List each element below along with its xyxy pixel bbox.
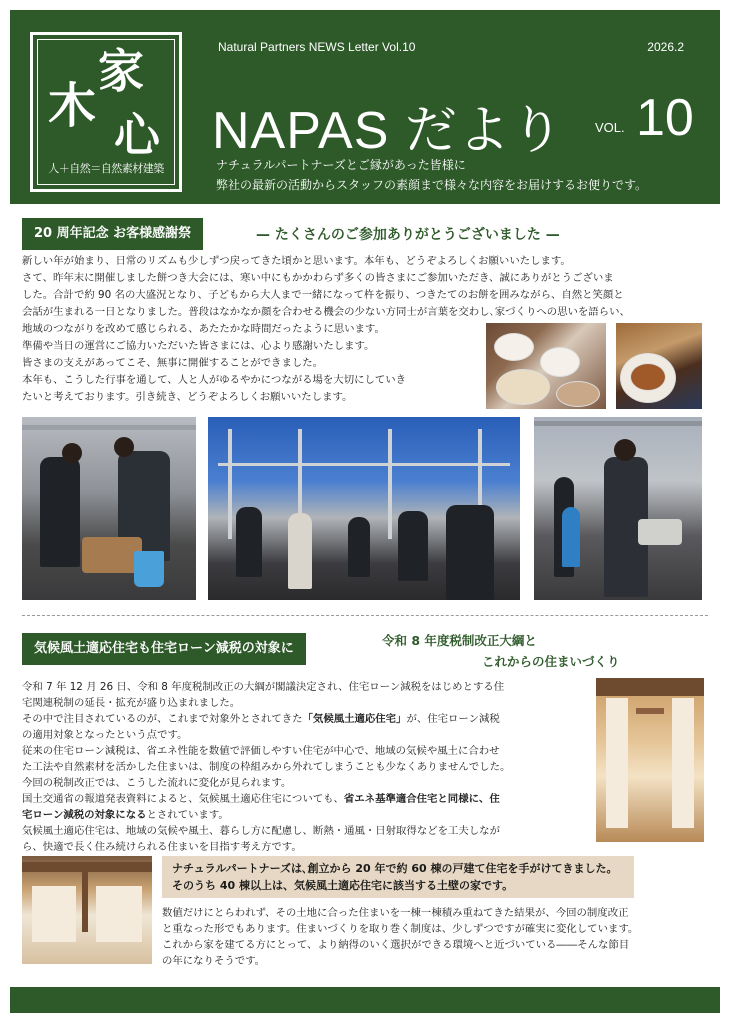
body-text-line: した。合計で約 90 名の大盛況となり、子どもから大人まで一緒になって杵を振り、つきたてのお餅を囲みながら、自然と笑顔と: [22, 289, 624, 301]
body-text-line: の適用対象となったという点です。: [22, 729, 188, 741]
photo-wall: [672, 698, 694, 828]
photo-wall: [606, 698, 628, 828]
intro-text: [216, 155, 647, 195]
photo-wall: [96, 886, 142, 942]
photo-mochi-pounding-1: [22, 417, 196, 600]
body-text-line: 気候風土適応住宅は、地域の気候や風土、暮らし方に配慮し、断熱・通風・日射取得などを工夫しなが: [22, 825, 500, 837]
photo-scaffold: [388, 429, 392, 539]
photo-person-head: [114, 437, 134, 457]
logo-kanji-left: 木: [48, 78, 97, 134]
photo-room-interior: [22, 856, 152, 964]
photo-mochi-pounding-2: [534, 417, 702, 600]
body-text-line: 令和 7 年 12 月 26 日、令和 8 年度税制改正の大綱が閣議決定され、住宅ローン減税をはじめとする住: [22, 681, 505, 693]
body-text-line: 従来の住宅ローン減税は、省エネ性能を数値で評価しやすい住宅が中心で、地域の気候や風土に合わせ: [22, 745, 500, 757]
intro-line: ナチュラルパートナーズとご縁があった皆様に: [216, 158, 466, 172]
callout-line: ナチュラルパートナーズは､創立から 20 年で約 60 棟の戸建て住宅を手がけてきました。: [172, 862, 618, 875]
body-text-line: [22, 807, 229, 824]
photo-zoni-soup: [616, 323, 702, 409]
photo-mortar: [82, 537, 142, 573]
callout-line: そのうち 40 棟以上は、気候風土適応住宅に該当する土壁の家です。: [172, 879, 514, 892]
photo-person: [288, 513, 312, 589]
photo-person: [40, 457, 80, 567]
photo-plate: [540, 347, 580, 377]
body-text-line: 皆さまの支えがあってこそ、無事に開催することができました。: [22, 357, 324, 369]
photo-hallway-interior: [596, 678, 704, 842]
photo-person-head: [614, 439, 636, 461]
photo-ceiling-beam: [636, 708, 664, 714]
photo-scaffold: [228, 429, 232, 539]
body-text-line: [22, 791, 500, 808]
photo-child: [562, 507, 580, 567]
company-logo: [30, 32, 182, 192]
intro-line: 弊社の最新の活動からスタッフの素顔まで様々な内容をお届けするお便りです。: [216, 178, 648, 192]
body-text-line: これから家を建てる方にとって、より納得のいく選択ができる環境へと近づいている――そんな節目: [162, 939, 630, 951]
text-span: が、住宅ローン減税: [406, 713, 500, 725]
logo-kanji-right: 心: [114, 108, 160, 162]
highlight-term: 宅ローン減税の対象になる: [22, 809, 147, 821]
newsletter-label: Natural Partners NEWS Letter Vol.10: [218, 40, 416, 54]
photo-ceiling-beam: [596, 678, 704, 696]
photo-mortar: [638, 519, 682, 545]
text-span: その中で注目されているのが、これまで対象外とされてきた: [22, 713, 303, 725]
header-banner: [10, 10, 720, 204]
body-text-line: 地域のつながりを改めて感じられる、あたたかな時間だったように思います。: [22, 323, 385, 335]
page-title: NAPAS だより: [212, 102, 564, 160]
body-text-line: 新しい年が始まり、日常のリズムも少しずつ戻ってきた頃かと思います。本年も、どうぞよろしくお願いいたします。: [22, 255, 571, 267]
highlight-term: 「気候風土適応住宅」: [302, 713, 407, 725]
photo-roof-beam: [534, 421, 702, 426]
vol-number: 10: [636, 89, 694, 147]
photo-plate: [556, 381, 600, 407]
highlight-term: 省エネ基準適合住宅と同様に、住: [343, 793, 500, 805]
photo-plate: [496, 369, 550, 405]
photo-person: [398, 511, 428, 581]
footer-bar: [10, 987, 720, 1013]
photo-person: [348, 517, 370, 577]
logo-inner-border: [37, 39, 175, 185]
issue-date: 2026.2: [647, 40, 684, 54]
section-tag-tax-reform: 気候風土適応住宅も住宅ローン減税の対象に: [22, 633, 306, 665]
body-text-line: の年になりそうです。: [162, 955, 266, 967]
body-text-line: た工法や自然素材を活かした住まいは、制度の枠組みから外れてしまうことも少なくありませんでした。: [22, 761, 511, 773]
logo-subtitle: 人＋自然＝自然素材建築: [48, 162, 164, 175]
section-headline-line1: 令和 8 年度税制改正大綱と: [382, 633, 537, 648]
body-text-line: 会話が生まれる一日となりました。普段はなかなか顔を合わせる機会の少ない方同士が言葉を交わし､家づくりへの思いを語らい、: [22, 306, 630, 318]
section-tag-thanks-festival: 20 周年記念 お客様感謝祭: [22, 218, 203, 250]
section-divider: [22, 615, 708, 616]
photo-event-crowd: [208, 417, 520, 600]
photo-post: [82, 872, 88, 932]
body-text-line: ら、快適で長く住み続けられる住まいを目指す考え方です。: [22, 841, 302, 853]
body-text-line: と重なった形でもあります。住まいづくりを取り巻く制度は、少しずつですが確実に変化しています。: [162, 923, 639, 935]
highlight-callout: [162, 856, 634, 898]
photo-wall: [32, 886, 76, 942]
vol-label: VOL.: [595, 120, 625, 135]
section-headline-line2: これからの住まいづくり: [482, 654, 620, 669]
photo-person: [446, 505, 494, 600]
body-text-line: 宅関連税制の延長・拡充が盛り込まれました。: [22, 697, 241, 709]
body-text-line: 準備や当日の運営にご協力いただいた皆さまには、心より感謝いたします。: [22, 340, 375, 352]
photo-plate: [494, 333, 534, 361]
photo-roof-beam: [22, 425, 196, 430]
photo-scaffold: [218, 463, 510, 466]
photo-mochi-dishes: [486, 323, 606, 409]
body-text-line: 数値だけにとらわれず、その土地に合った住まいを一棟一棟積み重ねてきた結果が、今回の制度改正: [162, 907, 629, 919]
photo-ceiling-beam: [22, 862, 152, 872]
photo-soup: [630, 363, 666, 391]
body-text-line: たいと考えております。引き続き、どうぞよろしくお願いいたします。: [22, 391, 353, 403]
photo-person-head: [62, 443, 82, 463]
photo-bucket: [134, 551, 164, 587]
section-headline: — たくさんのご参加ありがとうございました —: [256, 227, 560, 243]
logo-kanji-top: 家: [98, 44, 144, 98]
photo-person: [236, 507, 262, 577]
body-text-line: さて、昨年末に開催しました餅つき大会には、寒い中にもかかわらず多くの皆さまにご参加いただき、誠にありがとうございま: [22, 272, 614, 284]
text-span: 国土交通省の報道発表資料によると、気候風土適応住宅についても、: [22, 793, 344, 805]
text-span: とされています。: [146, 809, 229, 821]
body-text-line: 今回の税制改正では、こうした流れに変化が見られます。: [22, 777, 292, 789]
body-text-line: [22, 711, 500, 728]
body-text-line: 本年も、こうした行事を通して、人と人がゆるやかにつながる場を大切にしていき: [22, 374, 407, 386]
